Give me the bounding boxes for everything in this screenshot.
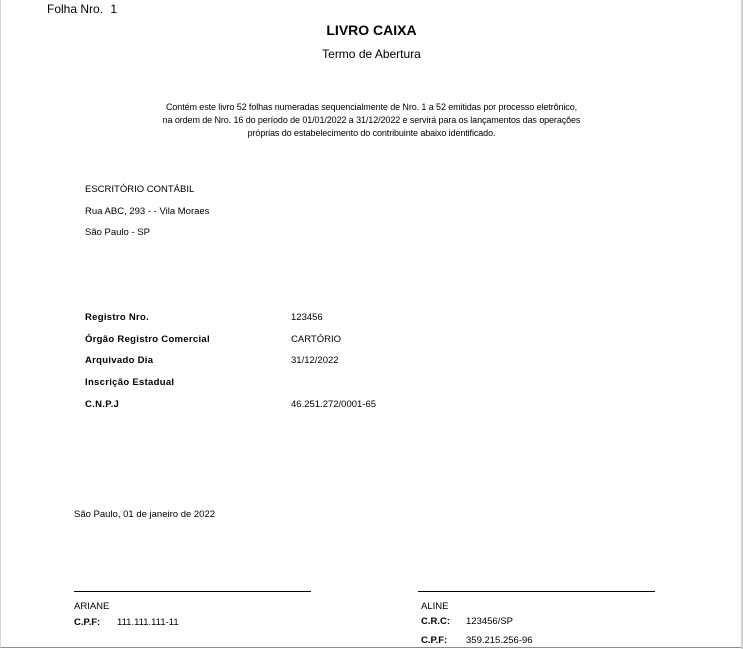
signature-line-right	[418, 591, 655, 592]
opening-line: na ordem de Nro. 16 do período de 01/01/2022 a 31/12/2022 e servirá para os lançamentos das operações	[162, 115, 581, 125]
registry-value: 123456	[291, 312, 323, 323]
document-title: LIVRO CAIXA	[326, 22, 417, 38]
registry-label: Inscrição Estadual	[85, 377, 175, 388]
opening-line: próprias do estabelecimento do contribuinte abaixo identificado.	[247, 128, 496, 138]
folha-label: Folha Nro.	[47, 2, 104, 16]
place-date: São Paulo, 01 de janeiro de 2022	[74, 509, 216, 520]
signer-right-cpf: 359.215.256-96	[466, 635, 533, 646]
signer-right-crc: 123456/SP	[466, 616, 514, 627]
registry-label: Arquivado Dia	[85, 355, 154, 366]
opening-line: Contém este livro 52 folhas numeradas sequencialmente de Nro. 1 a 52 emitidas por processo eletrônico,	[165, 102, 578, 112]
registry-value: 31/12/2022	[291, 355, 339, 366]
company-street: Rua ABC, 293 - - Vila Moraes	[85, 206, 210, 217]
registry-value: CARTÓRIO	[291, 334, 341, 345]
signer-right-crc-label: C.R.C:	[421, 616, 451, 627]
company-name: ESCRITÓRIO CONTÁBIL	[85, 184, 195, 195]
document-subtitle: Termo de Abertura	[322, 47, 421, 61]
signer-left-cpf-label: C.P.F:	[74, 617, 101, 628]
registry-value: 46.251.272/0001-65	[291, 399, 377, 410]
opening-statement	[101, 101, 642, 140]
company-city: São Paulo - SP	[85, 227, 150, 238]
signer-left-name: ARIANE	[74, 601, 110, 612]
signer-right-cpf-label: C.P.F:	[421, 635, 448, 646]
folha-number: 1	[110, 2, 118, 16]
signature-line-left	[74, 591, 311, 592]
registry-label: Órgão Registro Comercial	[85, 334, 210, 345]
registry-label: C.N.P.J	[85, 399, 120, 410]
signer-left-cpf: 111.111.111-11	[117, 617, 179, 628]
signer-right-name: ALINE	[421, 601, 449, 612]
page-number	[47, 2, 117, 16]
registry-label: Registro Nro.	[85, 312, 150, 323]
